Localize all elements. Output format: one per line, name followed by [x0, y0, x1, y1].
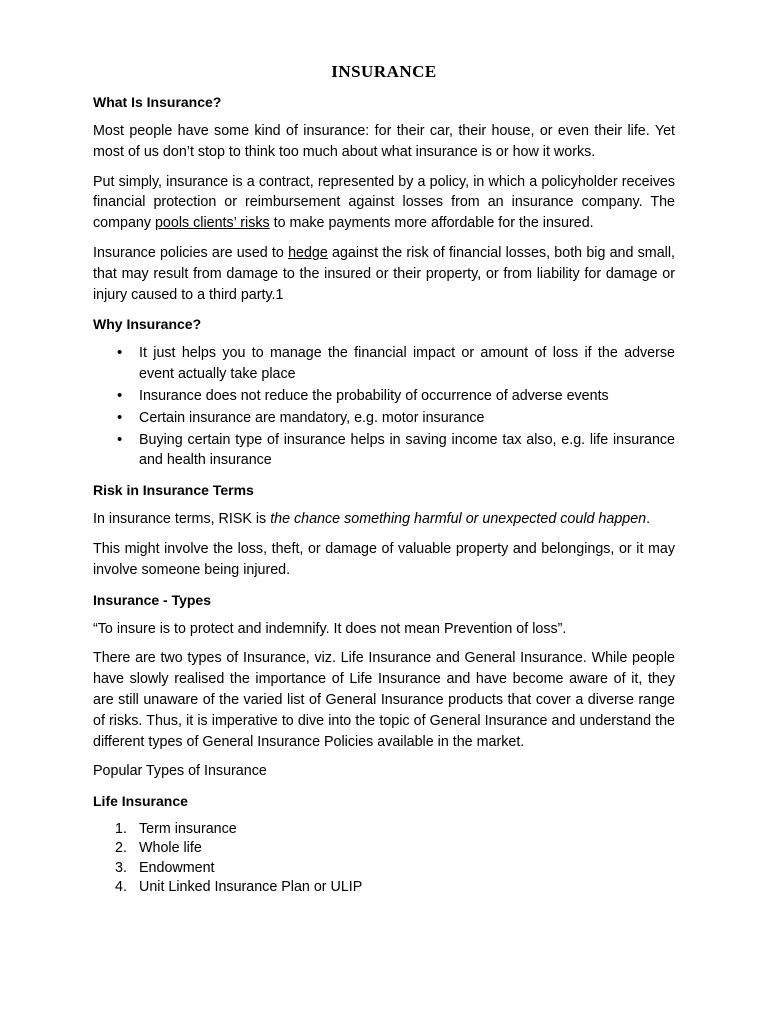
paragraph-risk-definition	[93, 509, 675, 530]
list-number: 4.	[115, 879, 127, 896]
bullet-item: • Buying certain type of insurance helps in saving income tax also, e.g. life insurance and health insurance	[139, 430, 675, 472]
text-span: to make payments more affordable for the insured.	[269, 215, 594, 232]
heading-why-insurance: Why Insurance?	[93, 316, 202, 333]
list-number: 1.	[115, 821, 127, 838]
link-pools-clients-risks[interactable]: pools clients’ risks	[154, 215, 270, 232]
list-number: 2.	[115, 840, 127, 857]
document-title: INSURANCE	[331, 62, 437, 81]
paragraph-definition	[93, 172, 675, 234]
heading-what-is-insurance: What Is Insurance?	[93, 94, 222, 110]
quote-paragraph: “To insure is to protect and indemnify. It does not mean Prevention of loss”.	[93, 620, 567, 637]
text-span: .	[646, 511, 651, 528]
text-span: Put simply, insurance is a contract, represented by a policy, in which a policyholder receives financial protection or reimbursement against losses from an insurance company. The company	[93, 173, 675, 232]
list-text: Term insurance	[139, 821, 237, 838]
why-bullet-list	[93, 343, 675, 471]
heading-risk: Risk in Insurance Terms	[93, 482, 254, 499]
paragraph-types: There are two types of Insurance, viz. Life Insurance and General Insurance. While people have slowly realised the importance of Life Insurance and have become aware of it, they are still unaware of the varied list of General Insurance products that cover a diverse range of risks. Thus, it is imperative to dive into the topic of General Insurance and understand the different types of General Insurance Policies available in the market.	[93, 650, 675, 750]
list-item	[115, 878, 675, 897]
life-insurance-list	[93, 820, 675, 897]
text-span: against the risk of financial losses, both big and small, that may result from damage to the insured or their property, or from liability for damage or injury caused to a third party.1	[93, 244, 675, 303]
list-text: Endowment	[139, 859, 215, 876]
list-item	[115, 820, 675, 839]
text-span: In insurance terms, RISK is	[93, 511, 271, 528]
risk-italic-definition: the chance something harmful or unexpected could happen	[270, 511, 647, 528]
link-hedge[interactable]: hedge	[288, 244, 328, 261]
heading-life-insurance: Life Insurance	[93, 793, 188, 810]
paragraph-hedge	[93, 243, 675, 305]
bullet-item: • Certain insurance are mandatory, e.g. motor insurance	[139, 408, 675, 429]
list-item	[115, 839, 675, 858]
bullet-item: • It just helps you to manage the financial impact or amount of loss if the adverse event actually take place	[139, 343, 675, 385]
paragraph-risk-examples: This might involve the loss, theft, or damage of valuable property and belongings, or it may involve someone being injured.	[93, 540, 675, 578]
list-item	[115, 859, 675, 878]
list-text: Whole life	[139, 840, 202, 857]
heading-insurance-types: Insurance - Types	[93, 591, 212, 608]
text-span: Insurance policies are used to	[93, 244, 289, 261]
list-number: 3.	[115, 859, 127, 876]
bullet-item: • Insurance does not reduce the probability of occurrence of adverse events	[139, 386, 675, 407]
paragraph-intro: Most people have some kind of insurance: for their car, their house, or even their life. Yet most of us don’t stop to think too much about what insurance is or how it works.	[93, 123, 675, 160]
paragraph-popular-types: Popular Types of Insurance	[93, 763, 267, 780]
list-text: Unit Linked Insurance Plan or ULIP	[139, 879, 363, 896]
